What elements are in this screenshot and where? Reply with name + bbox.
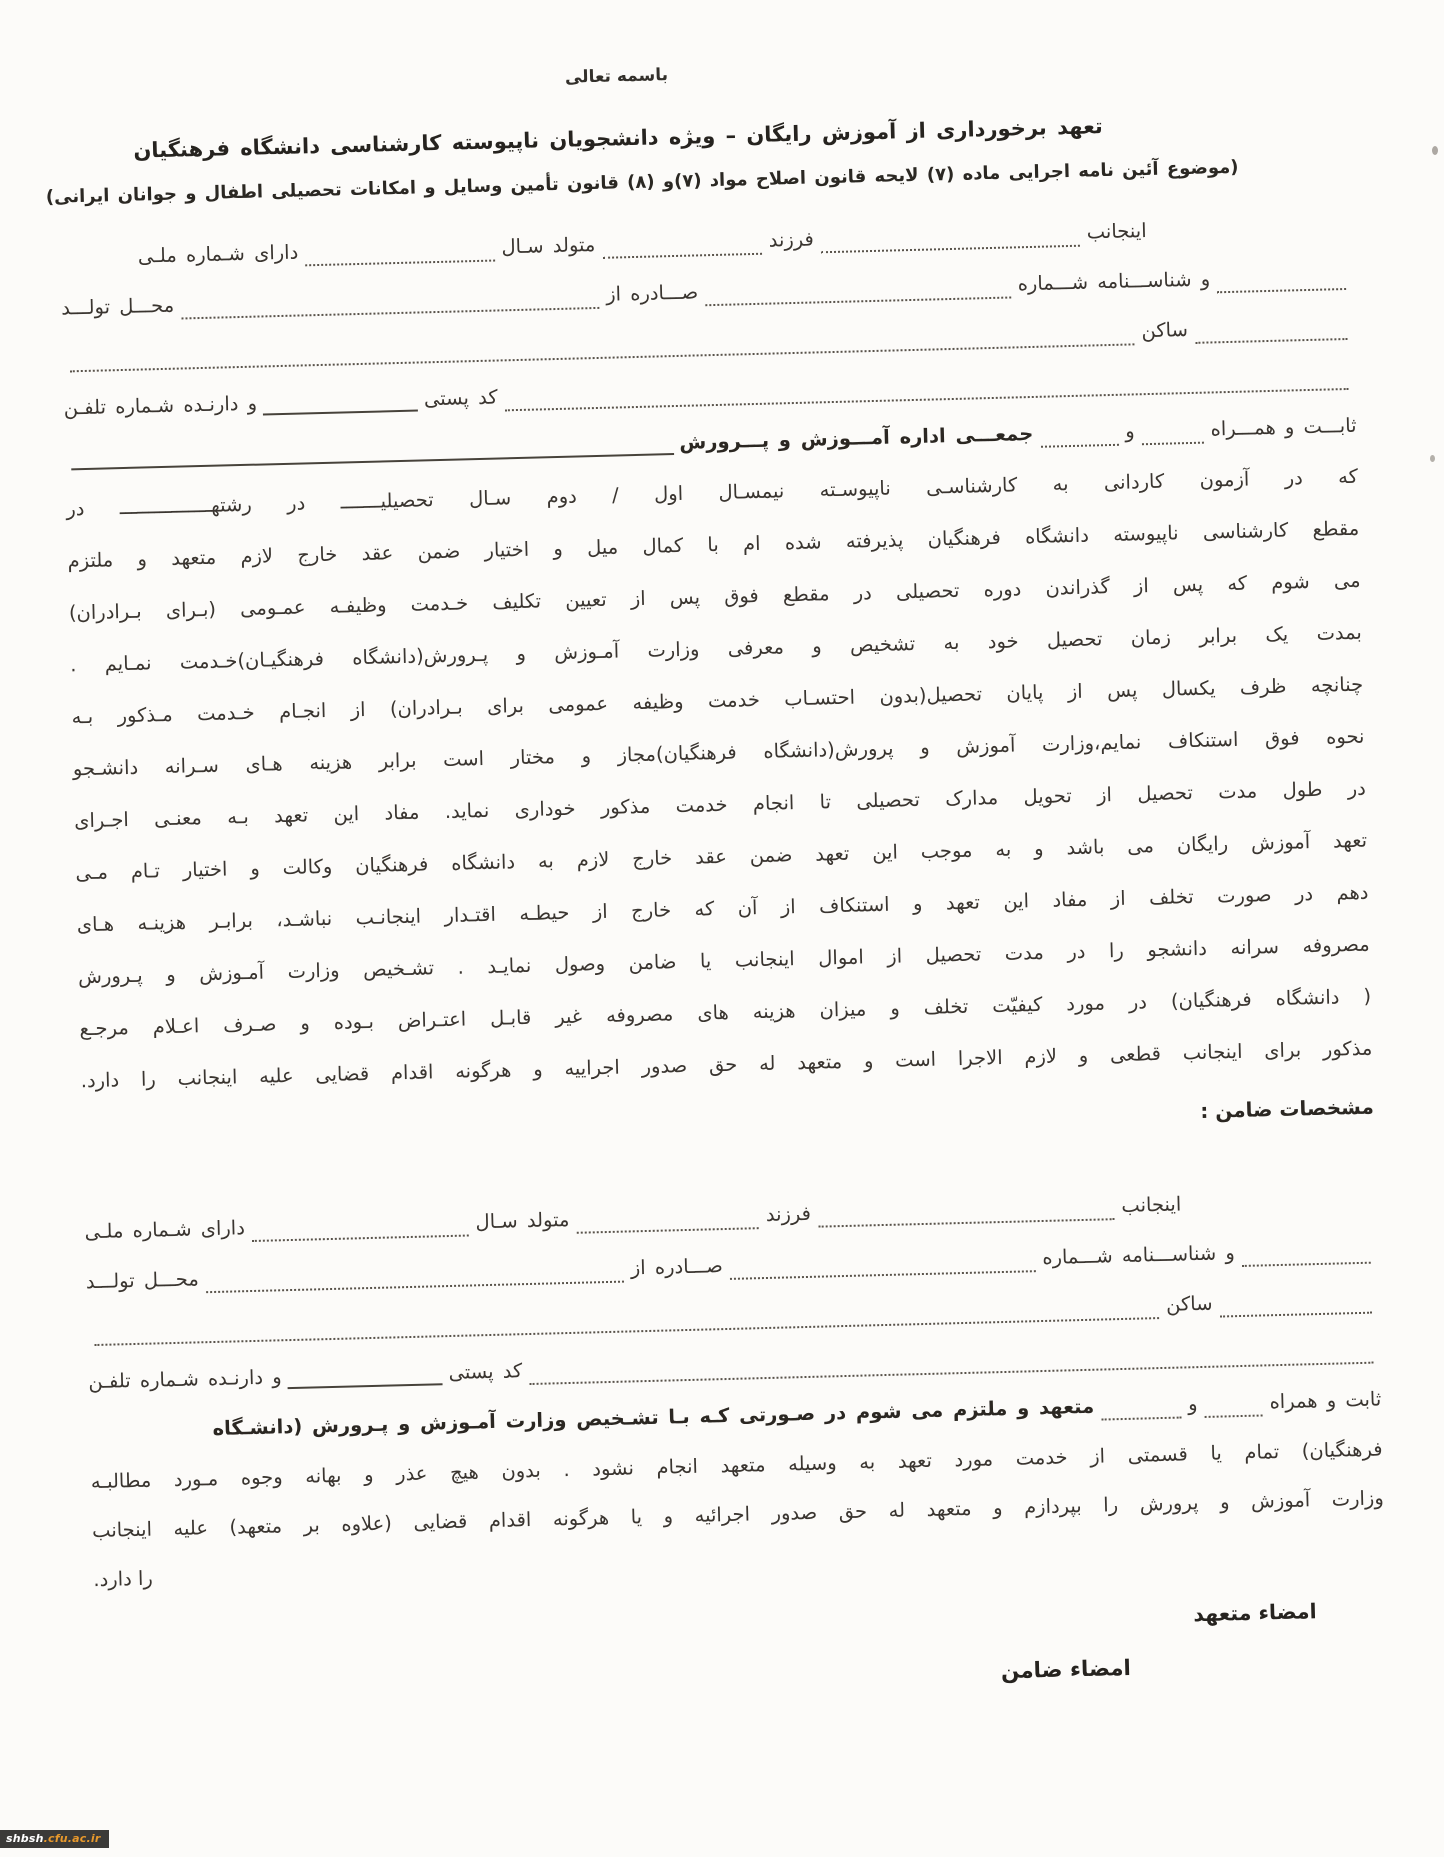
label-resident: ساکن bbox=[1165, 1291, 1213, 1316]
paragraph-line: ( دانشگاه فرهنگیان) در مورد کیفیّت تخلف و میزان هزینه های مصروفه غیر قابـل اعتـراض بـوده و صـرف اعـلام مرجـع bbox=[79, 984, 1372, 1041]
guarantor-info-form bbox=[84, 1175, 1382, 1458]
document-subtitle: (موضوع آئین نامه اجرایی ماده (۷) لایحه قانون اصلاح مواد (۷)و (۸) قانون تأمین وسایل و امکانات تحصیلی اطفال و جوانان ایرانی) bbox=[45, 156, 1239, 208]
label-id-card-number: و شناســـنامه شـــماره bbox=[1042, 1241, 1236, 1269]
guarantor-pledge-intro: متعهد و ملتزم می شوم در صـورتی کـه بـا تشـخیص وزارت آمـوزش و پـرورش (دانشـگاه bbox=[212, 1394, 1095, 1441]
watermark-suffix: .cfu.ac.ir bbox=[43, 1832, 101, 1845]
bismillah-heading: باسمه تعالی bbox=[564, 65, 669, 88]
label-education-office: جمعـــی اداره آمـــوزش و پـــرورش bbox=[679, 421, 1034, 454]
label-resident: ساکن bbox=[1141, 318, 1189, 343]
label-postal-code: کد پستی bbox=[423, 385, 498, 411]
site-watermark bbox=[0, 1830, 109, 1848]
scan-artifact bbox=[1430, 455, 1435, 462]
label-child-of: فرزند bbox=[768, 227, 815, 252]
label-child-of: فرزند bbox=[765, 1201, 812, 1226]
obligor-signature-label: امضاء متعهد bbox=[1193, 1599, 1317, 1627]
paragraph-line: در طول مدت تحصیل از تحویل مدارک تحصیلی تا انجام خدمت مذکور خوداری نماید. مفاد این تعهد بـه معنـی اجـرای bbox=[73, 776, 1367, 833]
label-phone-holder: و دارنـده شـماره تلفـن bbox=[63, 391, 258, 420]
label-national-id: دارای شـماره ملـی bbox=[137, 240, 299, 268]
blank-field-postal-code bbox=[263, 410, 418, 416]
commitment-paragraph bbox=[66, 451, 1373, 1107]
paragraph-line: تعهد آموزش رایگان می باشد و به موجب این تعهد ضمن عقد خارج لازم به دانشگاه فرهنگیان وکالت و اختیار تـام مـی bbox=[75, 828, 1368, 885]
label-issued-from: صـــادره از bbox=[605, 280, 699, 306]
blank-field-father-name bbox=[603, 253, 762, 259]
blank-field-full-name bbox=[821, 245, 1080, 254]
label-issued-from: صـــادره از bbox=[630, 1254, 724, 1280]
blank-field-landline bbox=[1142, 442, 1204, 446]
paragraph-line: بمدت یک برابر زمان تحصیل خود به تشخیص و معرفی وزارت آمـوزش و پـرورش(دانشگاه فرهنگیـان)خـدمت نمـایم . bbox=[69, 620, 1363, 677]
blank-field-full-name bbox=[818, 1218, 1114, 1228]
label-id-card-number: و شناســـنامه شـــماره bbox=[1017, 267, 1211, 296]
guarantor-section-heading: مشخصات ضامن : bbox=[1199, 1094, 1375, 1123]
label-and: و bbox=[1124, 419, 1135, 443]
label-i-undersigned: اینجانب bbox=[1086, 219, 1147, 244]
blank-field-education-office bbox=[71, 453, 673, 470]
watermark-prefix: shbsh bbox=[6, 1832, 44, 1845]
label-landline-mobile: ثابـــت و همـــراه bbox=[1210, 413, 1357, 441]
label-birth-year: متولد سـال bbox=[475, 1207, 570, 1234]
paragraph-line: مذکور برای اینجانب قطعی و لازم الاجرا است و متعهد له حق صدور اجراییه و هرگونه اقدام قضایی علیه اینجانب را دارد. bbox=[80, 1036, 1373, 1093]
paragraph-line: مقطع کارشناسی ناپیوسته دانشگاه فرهنگیان پذیرفته شده ام با کمال میل و اختیار ضمن عقد خارج لازم متعهد و ملتزم bbox=[67, 516, 1360, 573]
blank-field-birth-year bbox=[252, 1235, 469, 1242]
label-i-undersigned: اینجانب bbox=[1121, 1192, 1182, 1217]
blank-field-birth-year bbox=[306, 260, 495, 267]
paragraph-line: فرهنگیان) تمام یا قسمتی از خدمت مورد تعهد به وسیله متعهد انجام نشود . بدون هیچ عذر و بهانه وجوه مـورد مطالبـه bbox=[90, 1437, 1383, 1494]
paragraph-line: نحوه فوق استنکاف نمایم،وزارت آموزش و پرورش(دانشگاه فرهنگیان)مجاز و مختار است برابر هزینه هـای سـرانه دانشـجو bbox=[72, 724, 1365, 781]
paragraph-line: دهم در صورت تخلف از مفاد این تعهد و استنکاف از آن که خارج از حیطـه اقتـدار اینجانـب نباشـد، برابـر هزینـه هـای bbox=[76, 880, 1369, 937]
blank-field-mobile bbox=[1041, 444, 1119, 448]
blank-field-id-card-number bbox=[705, 296, 1011, 306]
guarantor-paragraph bbox=[90, 1424, 1385, 1604]
paragraph-line: که در آزمون کاردانی به کارشناسـی ناپیوسـته نیمسـال اول / دوم سـال تحصیلیـــــــ در رشتهــــــــــــــــ در bbox=[65, 464, 1359, 521]
blank-field-birth-place bbox=[1220, 1312, 1372, 1318]
document-content bbox=[45, 0, 1388, 1707]
student-info-form bbox=[59, 201, 1357, 484]
paragraph-line: مصروفه سرانه دانشجو را در مدت تحصیل از اموال اینجانب یا ضامن وصول نمایـد . تشـخیص وزارت آمـوزش و پـرورش bbox=[77, 932, 1370, 989]
label-birth-place: محـــل تولـــد bbox=[85, 1267, 200, 1294]
label-landline-mobile: ثابت و همراه bbox=[1269, 1387, 1382, 1414]
blank-field-issue-place bbox=[181, 307, 599, 320]
blank-field-birth-place bbox=[1195, 338, 1347, 344]
paragraph-line: چنانچه ظرف یکسال پس از پایان تحصیل(بدون احتسـاب خدمت وظیفه عمومی برای بـرادران) از انجـام خـدمت مـذکور بـه bbox=[71, 672, 1364, 729]
paragraph-line: می شوم که پس از گذراندن دوره تحصیلی در مقطع فوق پس از تعیین تکلیف خـدمت وظیفـه عمـومی (بـرای بـرادران) bbox=[68, 568, 1361, 625]
blank-field-mobile bbox=[1101, 1417, 1181, 1421]
label-birth-year: متولد سـال bbox=[501, 232, 596, 259]
document-title: تعهد برخورداری از آموزش رایگان – ویژه دانشجویان ناپیوسته کارشناسی دانشگاه فرهنگیان bbox=[133, 114, 1104, 163]
blank-field-national-id bbox=[1217, 288, 1346, 293]
blank-field-postal-code bbox=[288, 1383, 443, 1389]
label-birth-place: محـــل تولـــد bbox=[60, 293, 175, 320]
blank-field-id-card-number bbox=[730, 1270, 1036, 1280]
blank-field-national-id bbox=[1242, 1262, 1371, 1267]
blank-field-issue-place bbox=[206, 1281, 624, 1294]
paragraph-line: وزارت آموزش و پرورش را بپردازم و متعهد له حق صدور اجرائیه و یا هرگونه اقدام قضایی (علاوه بر متعهد) علیه اینجانب bbox=[91, 1486, 1385, 1543]
label-postal-code: کد پستی bbox=[448, 1359, 523, 1385]
paragraph-line: را دارد. bbox=[93, 1566, 154, 1592]
label-phone-holder: و دارنـده شـماره تلفـن bbox=[88, 1365, 282, 1394]
label-and: و bbox=[1187, 1392, 1198, 1416]
label-national-id: دارای شـماره ملـی bbox=[84, 1216, 246, 1244]
scan-artifact bbox=[1432, 146, 1438, 155]
guarantor-signature-label: امضاء ضامن bbox=[1000, 1655, 1132, 1685]
blank-field-father-name bbox=[577, 1227, 759, 1234]
blank-field-landline bbox=[1205, 1414, 1263, 1417]
